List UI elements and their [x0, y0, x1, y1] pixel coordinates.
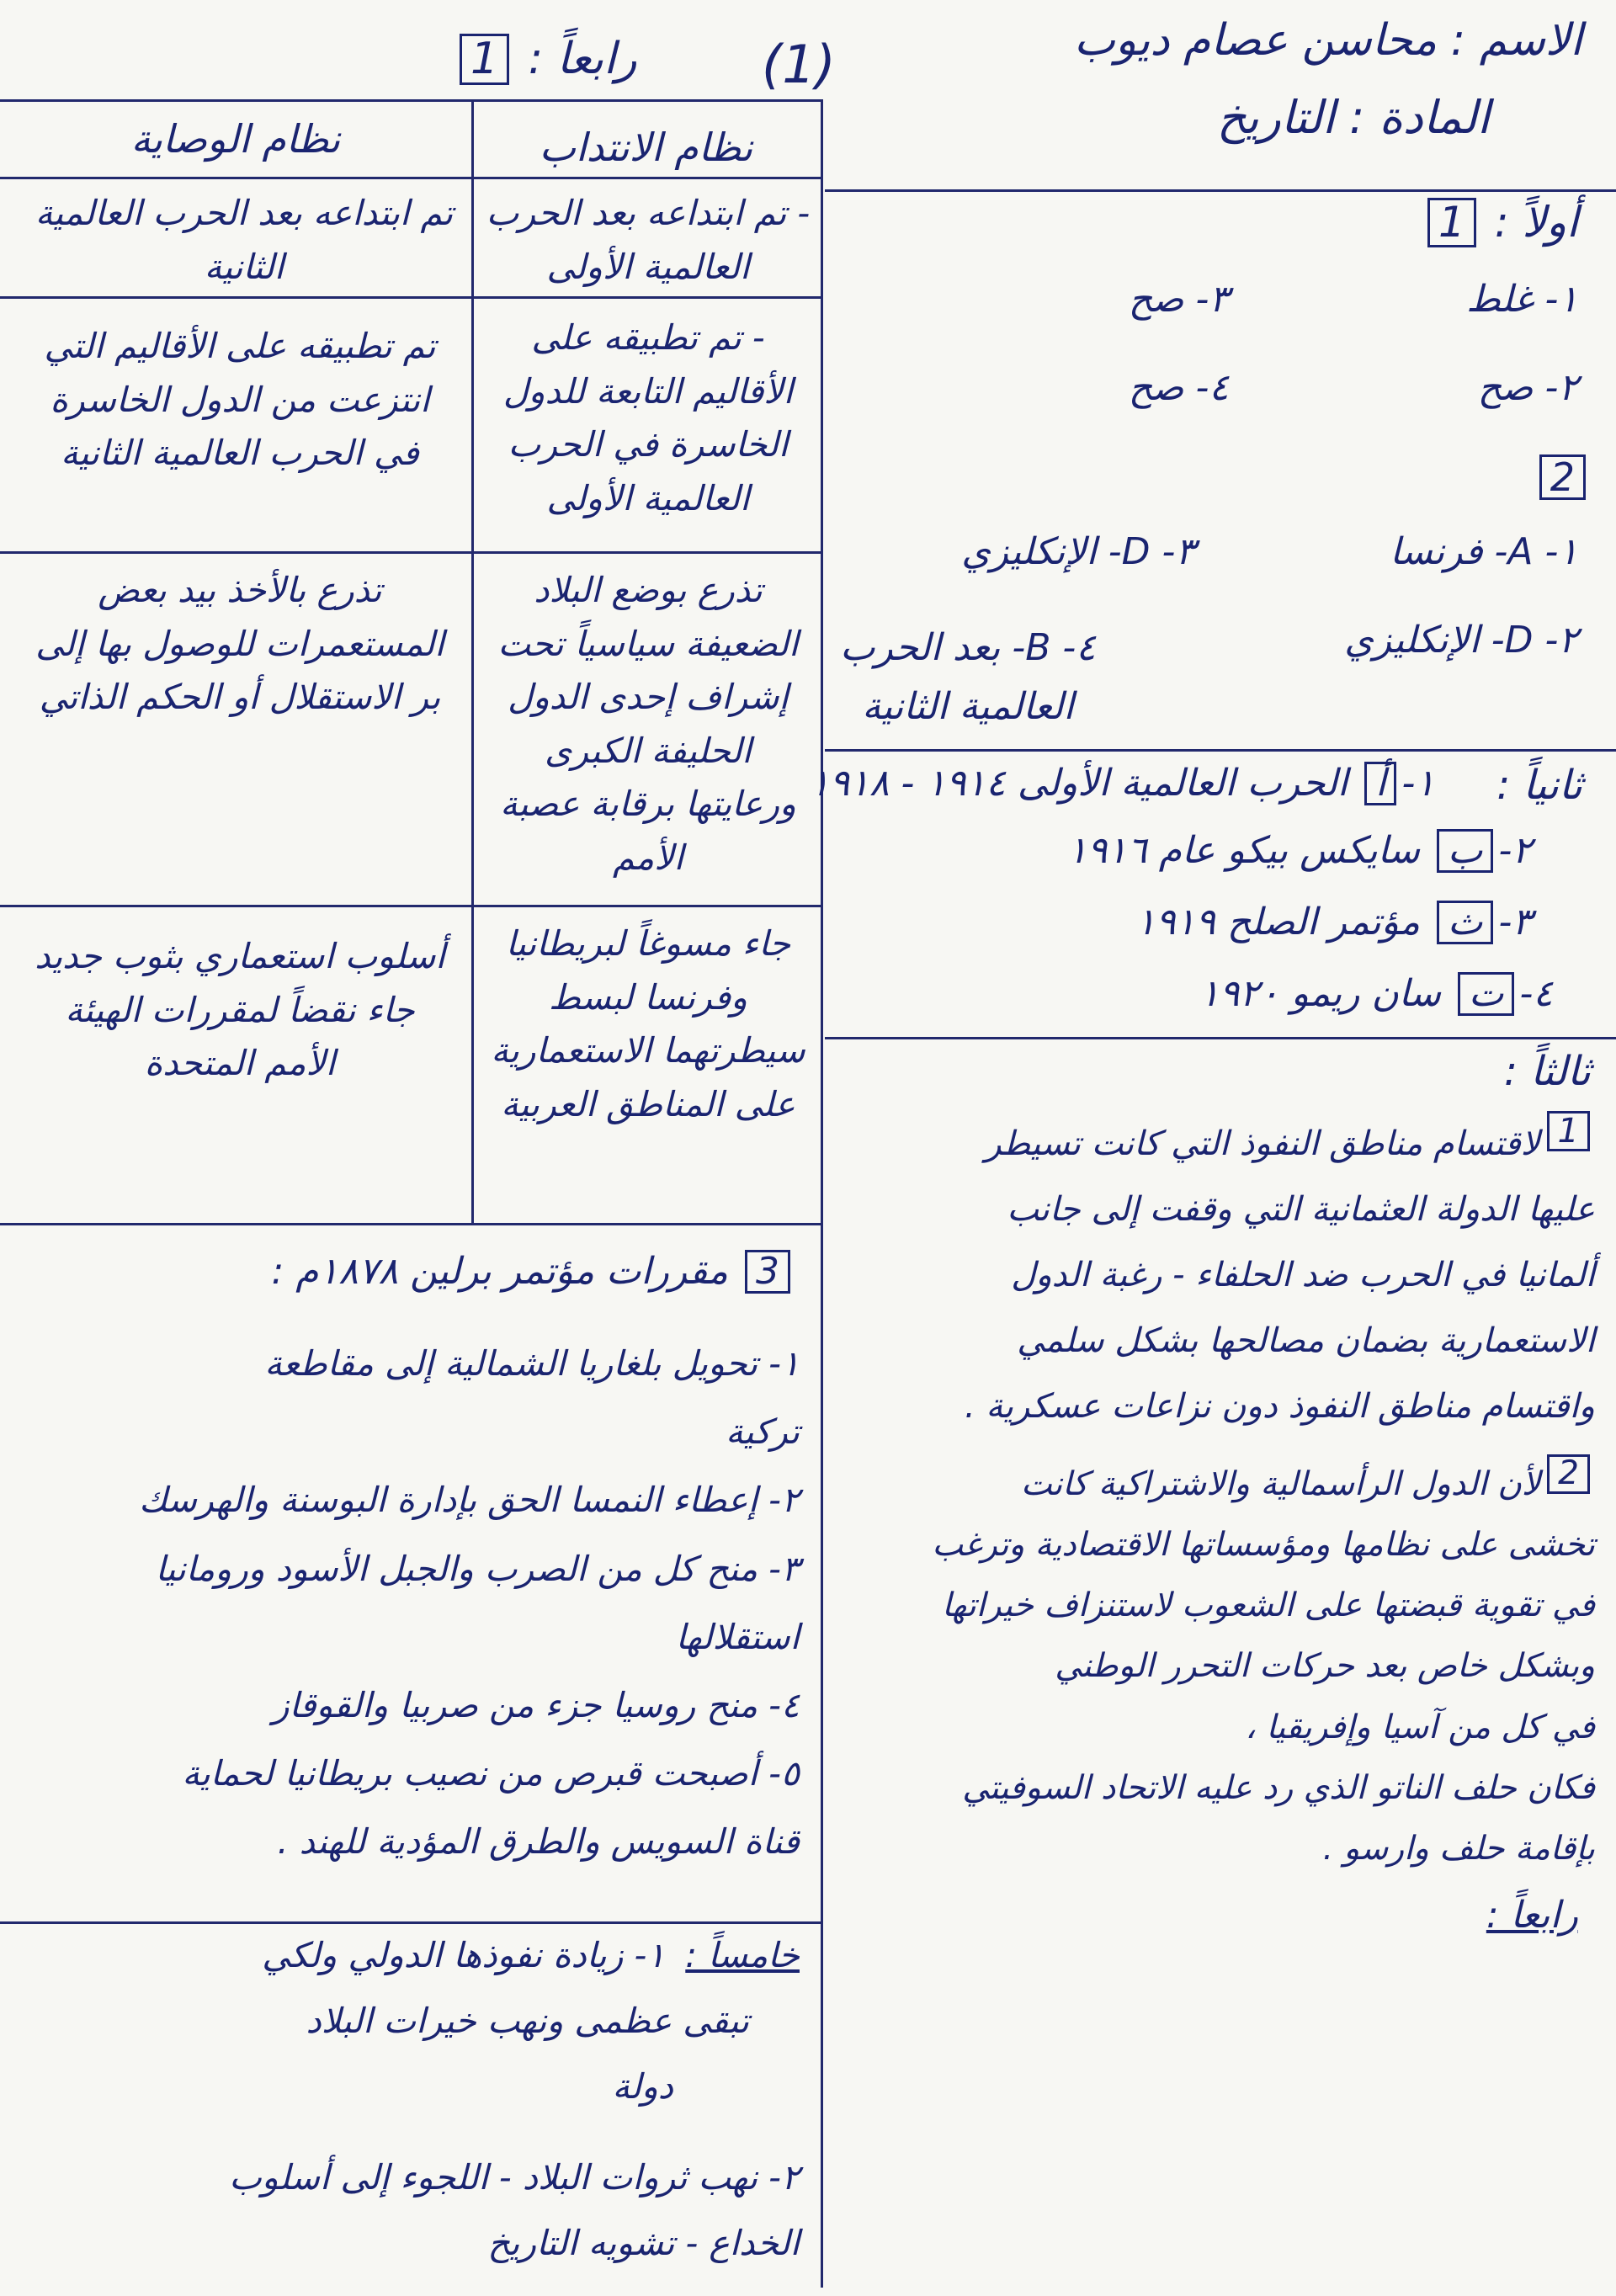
table-row-3-trusteeship: تذرع بالأخذ بيد بعض المستعمرات للوصول بها إلى بر الاستقلال أو الحكم الذاتي: [35, 570, 444, 718]
berlin-item-1: ١- تحويل بلغاريا الشمالية إلى مقاطعة: [264, 1343, 800, 1384]
q3-a1-line-3: ألمانيا في الحرب ضد الحلفاء - رغبة الدول: [1011, 1256, 1595, 1294]
q5-line-2: تبقى عظمى ونهب خيرات البلاد: [306, 2000, 749, 2041]
table-row-rule-3: [0, 905, 821, 907]
q3-box-2: 2: [1547, 1454, 1590, 1494]
berlin-box: 3: [745, 1250, 790, 1294]
q1-p1-item-2: ٢- صح: [1477, 366, 1578, 409]
q3-a2-line-2: تخشى على نظامها ومؤسساتها الاقتصادية وترغب: [932, 1526, 1595, 1565]
column-divider: [821, 99, 823, 2288]
table-row-2-mandate: - تم تطبيقه على الأقاليم التابعة للدول الخاسرة في الحرب العالمية الأولى: [502, 317, 794, 518]
q1-part2-marker: [1534, 454, 1591, 500]
q3-a2-line-5: في كل من آسيا وإفريقيا ،: [1245, 1708, 1595, 1746]
berlin-item-5: ٥- أصبحت قبرص من نصيب بريطانيا لحماية: [182, 1753, 800, 1794]
table-row-rule-1: [0, 296, 821, 299]
q3-a1-line-1: لاقتسام مناطق النفوذ التي كانت تسيطر: [985, 1124, 1540, 1163]
berlin-heading: [4, 1250, 795, 1294]
q1-p1-item-4: ٤- صح: [1128, 366, 1229, 409]
q1-p1-item-1: ١- غلط: [1466, 278, 1578, 321]
q2-top-rule: [825, 749, 1616, 752]
q2-item-1-text: الحرب العالمية الأولى ١٩١٤ - ١٩١٨: [810, 762, 1348, 805]
q3-a2-line-6: فكان حلف الناتو الذي رد عليه الاتحاد السوفيتي: [962, 1768, 1595, 1807]
q2-title: ثانياً :: [1496, 762, 1582, 809]
q5-line-3: دولة: [612, 2065, 673, 2107]
q1-p2-item-2: ٢- D- الإنكليزي: [1344, 619, 1578, 662]
berlin-title: مقررات مؤتمر برلين ١٨٧٨م :: [271, 1250, 728, 1293]
q5-line-1: ١- زيادة نفوذها الدولي ولكي: [262, 1935, 666, 1975]
q2-item-2-letter: ب: [1437, 829, 1493, 873]
q1-p2-item-4: ٤- B- بعد الحرب العالمية الثانية: [840, 626, 1096, 729]
q1-heading: [1422, 198, 1578, 247]
table-row-2-trusteeship: تم تطبيقه على الأقاليم التي انتزعت من الدول الخاسرة في الحرب العالمية الثانية: [44, 326, 436, 474]
q2-item-4: [1199, 972, 1553, 1016]
q2-item-3-num: ٣-: [1498, 901, 1532, 943]
q3-answer-1: [825, 1111, 1595, 1439]
fourth-header-label: رابعاً :: [528, 34, 637, 84]
q3-a1-line-4: الاستعمارية بضمان مصالحها بشكل سلمي: [1017, 1321, 1595, 1360]
q1-title: أولاً :: [1494, 198, 1578, 247]
q1-p2-item-1: ١- A- فرنسا: [1390, 530, 1578, 573]
q2-item-3-letter: ث: [1437, 901, 1493, 944]
q2-item-4-text: سان ريمو ١٩٢٠: [1199, 972, 1442, 1015]
q2-item-4-num: ٤-: [1519, 972, 1553, 1015]
q3-title: ثالثاً :: [1503, 1048, 1591, 1095]
q3-a2-line-3: في تقوية قبضتها على الشعوب لاستنزاف خيراتها: [942, 1586, 1595, 1625]
q1-box: 1: [1427, 198, 1476, 247]
q3-a1-line-5: واقتسام مناطق النفوذ دون نزاعات عسكرية .: [964, 1387, 1595, 1426]
q3-answer-2: [825, 1454, 1595, 1879]
berlin-list: [17, 1330, 800, 1876]
table-top-rule: [0, 99, 821, 102]
table-row-1-mandate: - تم ابتداعه بعد الحرب العالمية الأولى: [486, 193, 811, 287]
q2-item-4-letter: ت: [1458, 972, 1514, 1016]
table-row-4-trusteeship: أسلوب استعماري بثوب جديد جاء نقضاً لمقررات الهيئة الأمم المتحدة: [35, 936, 445, 1084]
table-row-rule-2: [0, 551, 821, 554]
table-bottom-rule: [0, 1223, 821, 1225]
q2-item-1: [810, 762, 1435, 805]
berlin-item-5b: قناة السويس والطرق المؤدية للهند .: [277, 1821, 800, 1863]
q5-line-5: الخداع - تشويه التاريخ: [487, 2222, 800, 2263]
q2-item-2: [1067, 829, 1532, 873]
q3-a2-line-7: بإقامة حلف وارسو .: [1322, 1829, 1595, 1868]
table-mid-divider: [471, 99, 474, 1223]
table-row-1-trusteeship: تم ابتداعه بعد الحرب العالمية الثانية: [35, 193, 454, 287]
q1-box-2: 2: [1539, 454, 1586, 500]
berlin-item-4: ٤- منح روسيا جزء من صربيا والقوقاز: [272, 1684, 800, 1725]
table-row-3-mandate: تذرع بوضع البلاد الضعيفة سياسياً تحت إشراف إحدى الدول الحليفة الكبرى ورعايتها برقابة عصبة الأمم: [497, 570, 799, 878]
fourth-header: [454, 34, 637, 85]
q4-label: رابعاً :: [1486, 1894, 1578, 1937]
berlin-item-3: ٣- منح كل من الصرب والجبل الأسود ورومانيا: [155, 1548, 800, 1589]
q1-p2-item-3: ٣- D- الإنكليزي: [961, 530, 1195, 573]
fourth-header-box: 1: [460, 34, 509, 85]
student-name: الاسم : محاسن عصام ديوب: [1074, 15, 1582, 66]
q5-line-4: ٢- نهب ثروات البلاد - اللجوء إلى أسلوب: [229, 2156, 800, 2198]
q3-top-rule: [825, 1037, 1616, 1039]
q3-a2-line-4: وبشكل خاص بعد حركات التحرر الوطني: [1055, 1647, 1595, 1686]
q2-item-3-text: مؤتمر الصلح ١٩١٩: [1135, 901, 1421, 943]
berlin-item-2: ٢- إعطاء النمسا الحق بإدارة البوسنة والهرسك: [139, 1480, 800, 1521]
q5-block: [17, 1923, 800, 2276]
q3-box-1: 1: [1547, 1111, 1590, 1151]
q1-top-rule: [825, 189, 1616, 192]
q2-item-1-letter: أ: [1364, 762, 1396, 805]
q5-title: خامساً :: [685, 1935, 800, 1975]
table-row-4-mandate: جاء مسوغاً لبريطانيا وفرنسا لبسط سيطرتهما الاستعمارية على المناطق العربية: [491, 923, 805, 1124]
berlin-item-3b: استقلالها: [675, 1616, 800, 1657]
q2-item-3: [1136, 901, 1532, 944]
q3-a1-line-2: عليها الدولة العثمانية التي وقفت إلى جانب: [1007, 1190, 1595, 1229]
table-header-mandate: نظام الانتداب: [539, 125, 753, 170]
q1-p1-item-3: ٣- صح: [1128, 278, 1229, 321]
berlin-item-1b: تركية: [726, 1411, 800, 1453]
page-number: (1): [762, 34, 836, 95]
table-header-trusteeship: نظام الوصاية: [130, 116, 341, 162]
q2-item-2-text: سايكس بيكو عام ١٩١٦: [1067, 829, 1421, 872]
q2-item-1-num: ١-: [1401, 762, 1435, 805]
q2-item-2-num: ٢-: [1498, 829, 1532, 872]
q3-a2-line-1: لأن الدول الرأسمالية والاشتراكية كانت: [1021, 1465, 1541, 1503]
subject-line: المادة : التاريخ: [1216, 91, 1490, 144]
